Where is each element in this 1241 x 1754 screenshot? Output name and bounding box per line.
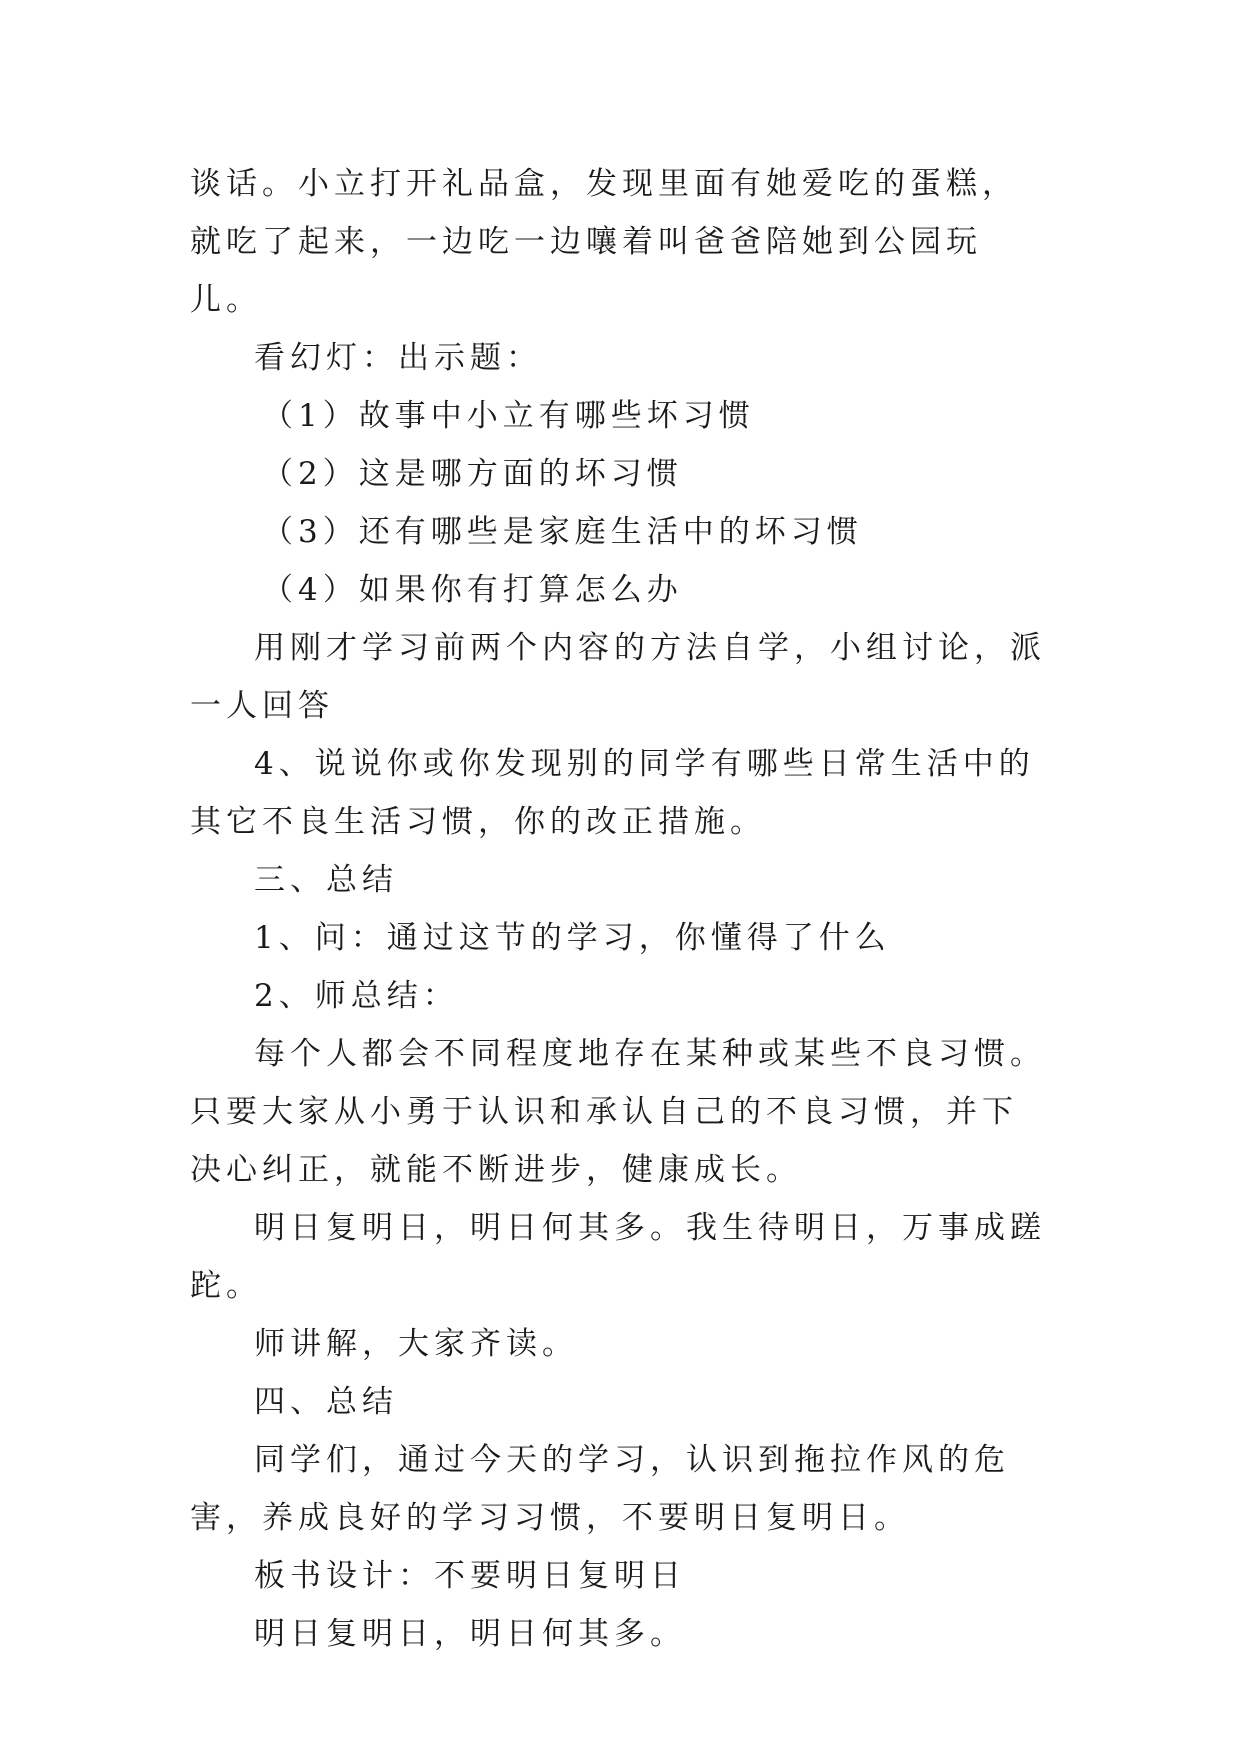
paragraph-teacher-summary-label: 2、师总结： [254, 978, 459, 1014]
section-heading-summary-4: 四、总结 [254, 1384, 398, 1420]
paragraph-summary-question: 1、问：通过这节的学习，你懂得了什么 [254, 920, 891, 956]
question-item-4: （4）如果你有打算怎么办 [262, 572, 683, 608]
paragraph-story-continuation: 谈话。小立打开礼品盒，发现里面有她爱吃的蛋糕，就吃了起来，一边吃一边嚷着叫爸爸陪她到公园玩儿。 [190, 166, 1018, 318]
paragraph-teacher-summary: 每个人都会不同程度地存在某种或某些不良习惯。只要大家从小勇于认识和承认自己的不良习惯，并下决心纠正，就能不断进步，健康成长。 [190, 1036, 1046, 1188]
section-heading-summary-3: 三、总结 [254, 862, 398, 898]
paragraph-board-design: 板书设计：不要明日复明日 [254, 1558, 686, 1594]
question-item-2: （2）这是哪方面的坏习惯 [262, 456, 683, 492]
document-body [190, 155, 1050, 1663]
paragraph-step-4: 4、说说你或你发现别的同学有哪些日常生活中的其它不良生活习惯，你的改正措施。 [190, 746, 1035, 840]
question-item-3: （3）还有哪些是家庭生活中的坏习惯 [262, 514, 863, 550]
paragraph-group-study: 用刚才学习前两个内容的方法自学，小组讨论，派一人回答 [190, 630, 1046, 724]
paragraph-read-aloud: 师讲解，大家齐读。 [254, 1326, 578, 1362]
poem-lines: 明日复明日，明日何其多。我生待明日，万事成蹉跎。 [190, 1210, 1046, 1304]
question-item-1: （1）故事中小立有哪些坏习惯 [262, 398, 755, 434]
paragraph-closing-message: 同学们，通过今天的学习，认识到拖拉作风的危害，养成良好的学习习惯，不要明日复明日。 [190, 1442, 1010, 1536]
paragraph-slide-prompt: 看幻灯：出示题： [254, 340, 542, 376]
paragraph-board-poem: 明日复明日，明日何其多。 [254, 1616, 686, 1652]
